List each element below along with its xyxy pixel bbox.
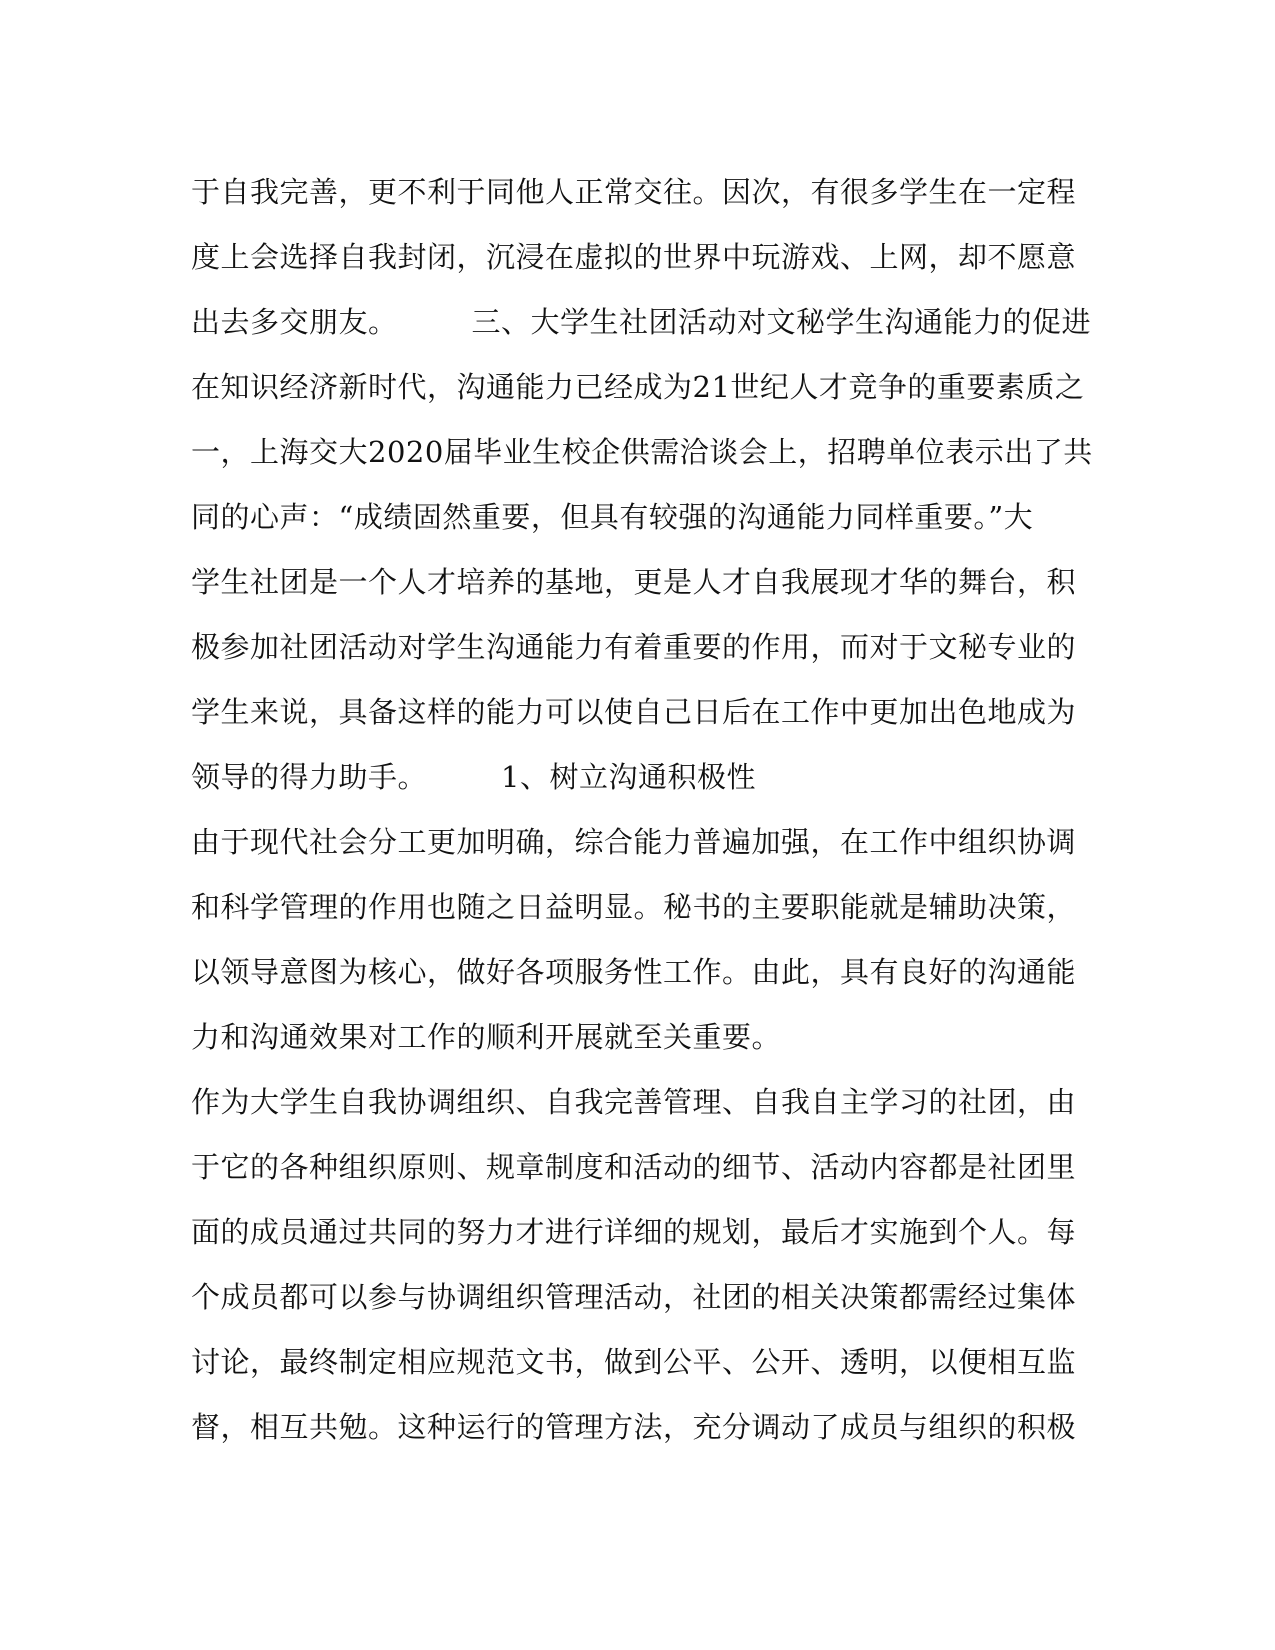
text-line: 和科学管理的作用也随之日益明显。秘书的主要职能就是辅助决策， [191, 890, 1077, 924]
text-line: 学生社团是一个人才培养的基地，更是人才自我展现才华的舞台，积 [191, 565, 1077, 599]
text-line: 在知识经济新时代，沟通能力已经成为21世纪人才竞争的重要素质之 [191, 370, 1085, 404]
text-line: 于它的各种组织原则、规章制度和活动的细节、活动内容都是社团里 [191, 1150, 1077, 1184]
text-line: 出去多交朋友。 三、大学生社团活动对文秘学生沟通能力的促进 [191, 305, 1092, 339]
text-line: 学生来说，具备这样的能力可以使自己日后在工作中更加出色地成为 [191, 695, 1077, 729]
text-line: 讨论，最终制定相应规范文书，做到公平、公开、透明，以便相互监 [191, 1345, 1077, 1379]
text-line: 作为大学生自我协调组织、自我完善管理、自我自主学习的社团，由 [191, 1085, 1077, 1119]
text-line: 度上会选择自我封闭，沉浸在虚拟的世界中玩游戏、上网，却不愿意 [191, 240, 1077, 274]
text-line: 于自我完善，更不利于同他人正常交往。因次，有很多学生在一定程 [191, 175, 1077, 209]
text-line: 同的心声：“成绩固然重要，但具有较强的沟通能力同样重要。”大 [191, 500, 1034, 534]
text-line: 以领导意图为核心，做好各项服务性工作。由此，具有良好的沟通能 [191, 955, 1077, 989]
text-line: 由于现代社会分工更加明确，综合能力普遍加强，在工作中组织协调 [191, 825, 1077, 859]
body-text [191, 160, 1093, 1460]
text-line: 督，相互共勉。这种运行的管理方法，充分调动了成员与组织的积极 [191, 1410, 1077, 1444]
text-line: 个成员都可以参与协调组织管理活动，社团的相关决策都需经过集体 [191, 1280, 1077, 1314]
text-line: 极参加社团活动对学生沟通能力有着重要的作用，而对于文秘专业的 [191, 630, 1077, 664]
text-line: 一，上海交大2020届毕业生校企供需洽谈会上，招聘单位表示出了共 [191, 435, 1093, 469]
text-line: 力和沟通效果对工作的顺利开展就至关重要。 [191, 1020, 782, 1054]
text-line: 面的成员通过共同的努力才进行详细的规划，最后才实施到个人。每 [191, 1215, 1077, 1249]
text-line: 领导的得力助手。 1、树立沟通积极性 [191, 760, 756, 794]
